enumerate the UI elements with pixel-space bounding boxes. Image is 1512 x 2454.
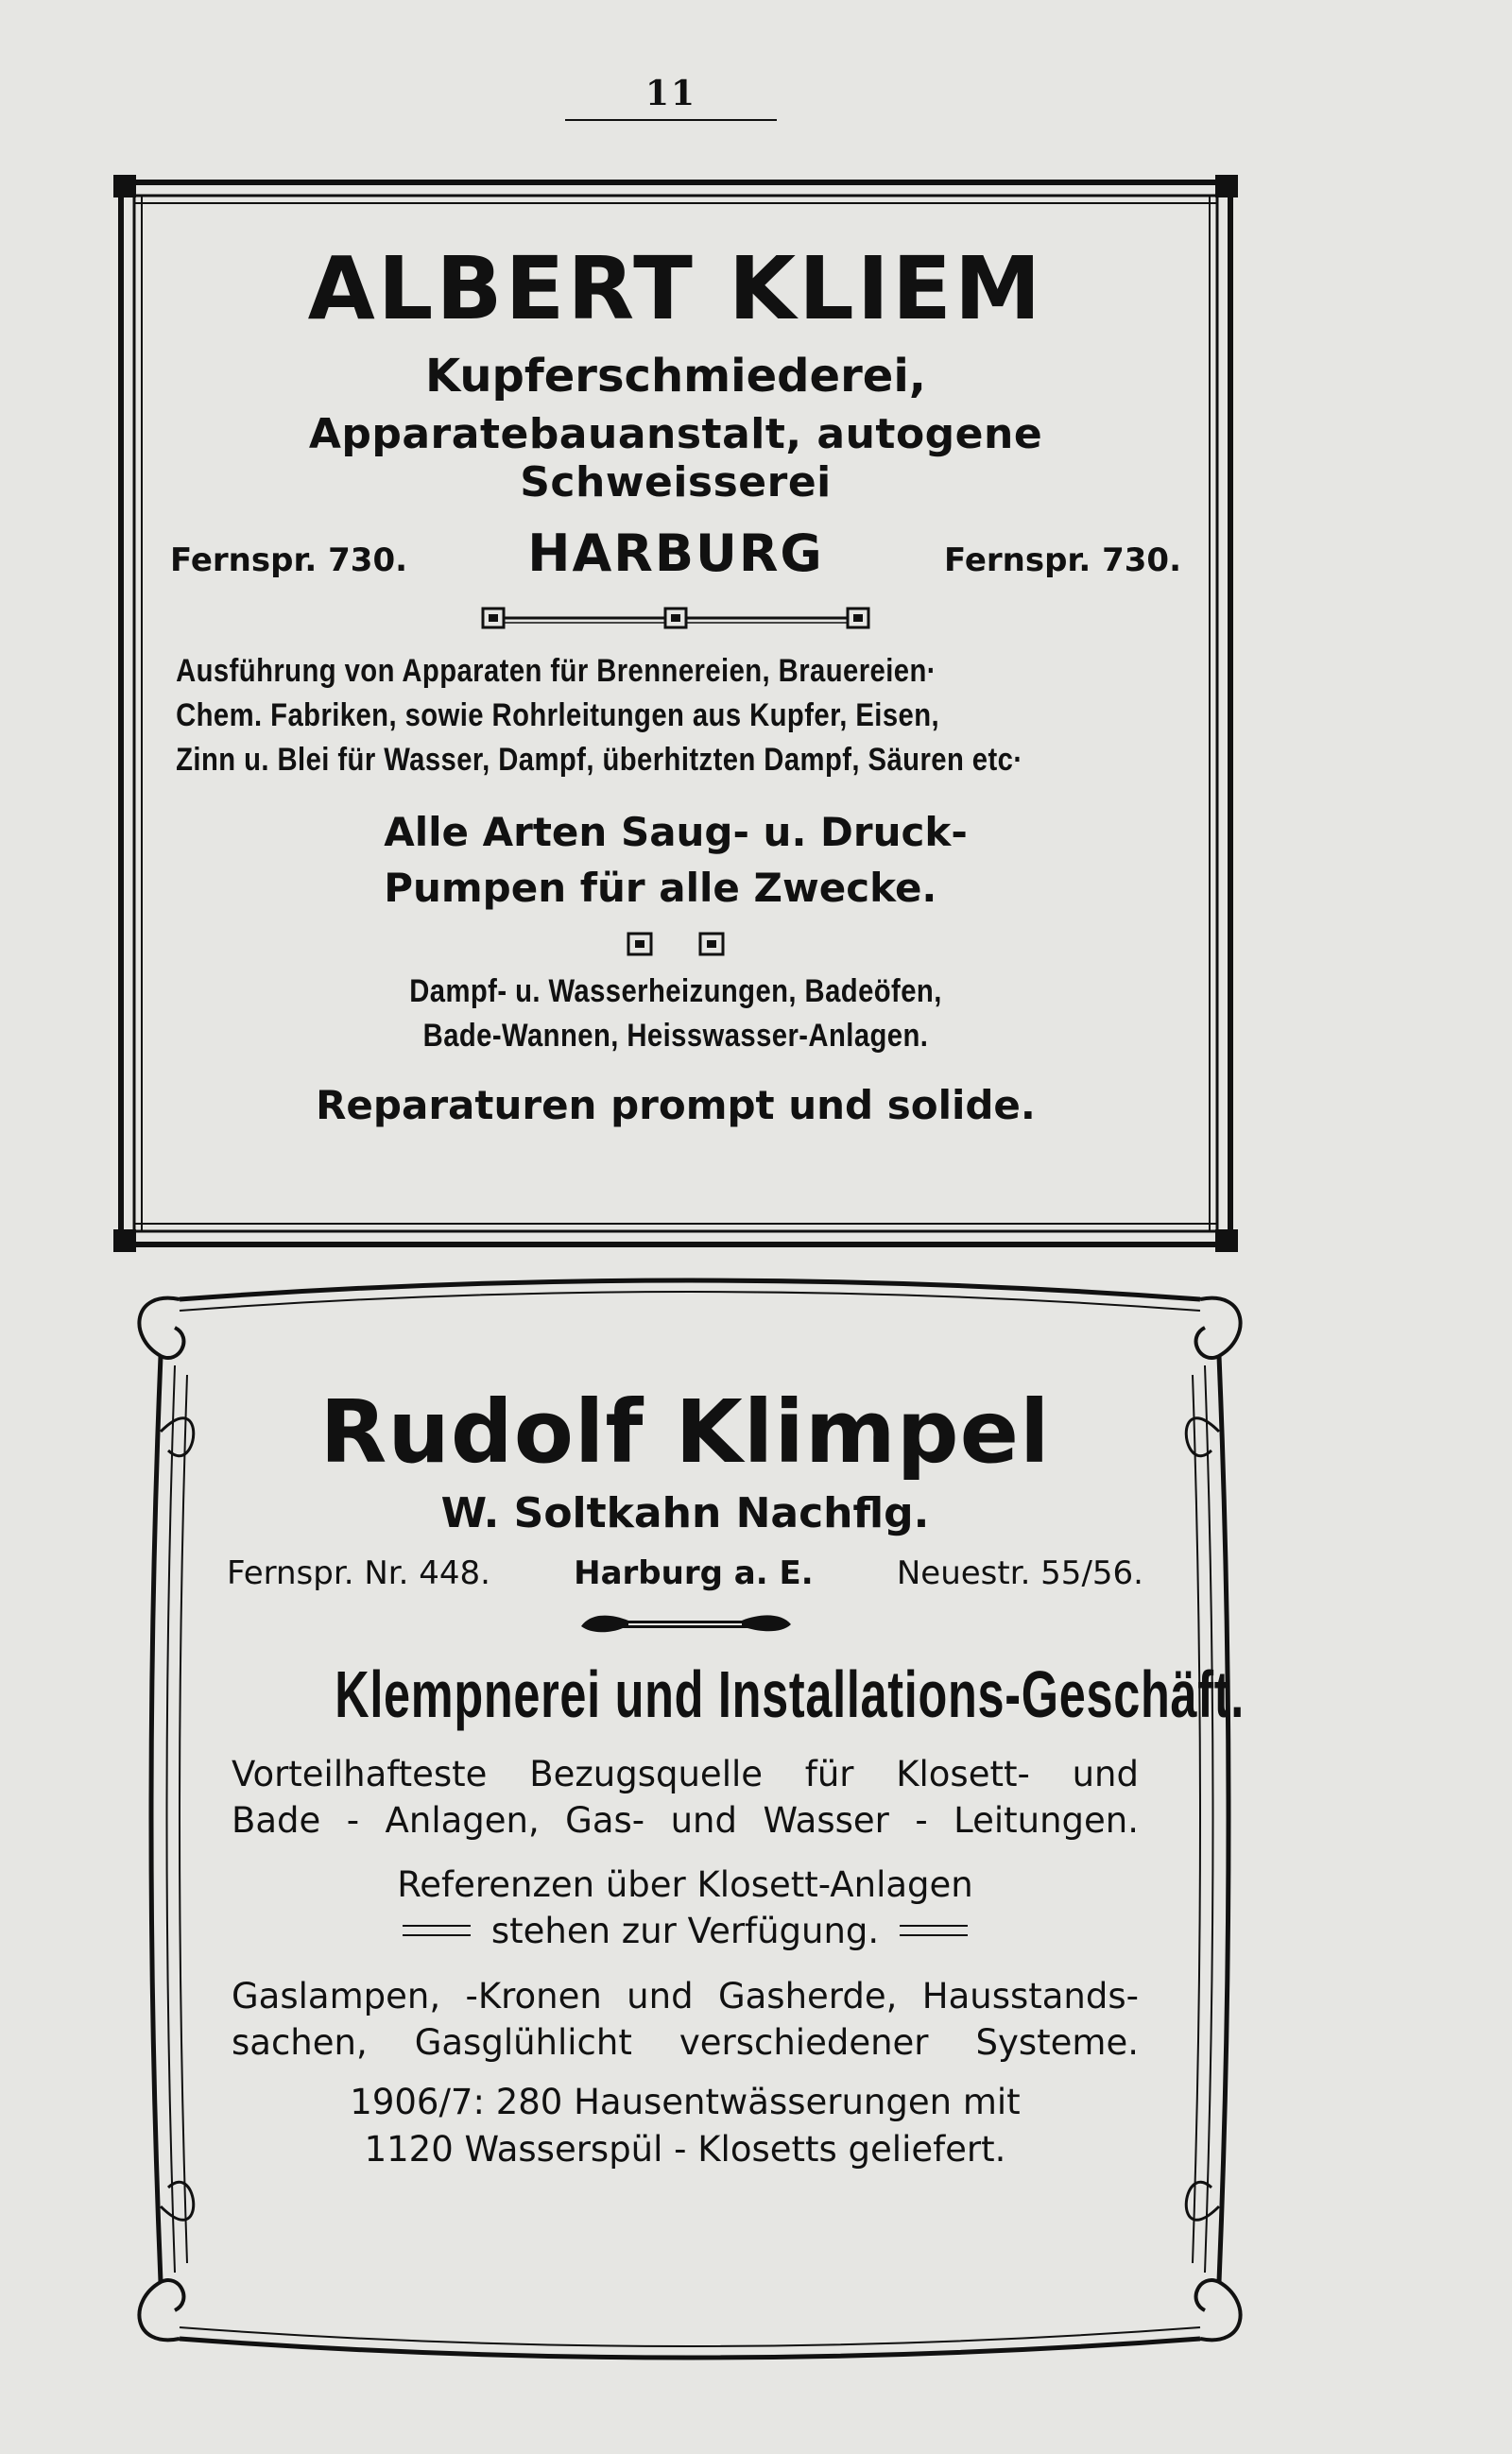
ad2-goods-line: Gaslampen, -Kronen und Gasherde, Hausstands- — [232, 1976, 1139, 2016]
advertisement-albert-kliem — [113, 175, 1238, 1252]
ad2-record-line: 1906/7: 280 Hausentwässerungen mit — [350, 2082, 1021, 2123]
double-rule-icon — [900, 1925, 968, 1936]
ad2-goods — [198, 1973, 1172, 2066]
ad1-pumps-line: Alle Arten Saug- u. Druck- — [384, 808, 968, 855]
ad1-city: HARBURG — [527, 523, 824, 584]
page-number: 11 — [565, 74, 777, 121]
ad2-successor: W. Soltkahn Nachflg. — [440, 1489, 930, 1538]
ad1-services-line: Ausführung von Apparaten für Brennereien, Brauereien· — [176, 653, 936, 690]
double-rule-icon — [403, 1925, 471, 1936]
ad1-repair: Reparaturen prompt und solide. — [316, 1081, 1036, 1128]
ad2-firm-name: Rudolf Klimpel — [319, 1381, 1051, 1483]
ad2-street: Neuestr. 55/56. — [896, 1554, 1143, 1593]
ad1-pumps-line: Pumpen für alle Zwecke. — [384, 864, 937, 911]
ad2-references-line: Referenzen über Klosett-Anlagen — [397, 1863, 973, 1905]
ad2-address-row — [198, 1554, 1172, 1592]
ad1-heating-line: Dampf- u. Wasserheizungen, Badeöfen, — [409, 972, 942, 1009]
square-ornament-icon — [619, 930, 732, 958]
ad1-services — [176, 649, 1176, 782]
ornament-divider-icon — [477, 604, 874, 632]
ad2-record — [198, 2079, 1172, 2171]
ad1-firm-name: ALBERT KLIEM — [307, 238, 1044, 339]
ad2-references-row — [198, 1908, 1172, 1954]
ad2-body — [198, 1751, 1172, 1844]
ad2-body-line: Bade - Anlagen, Gas- und Wasser - Leitungen. — [232, 1800, 1139, 1842]
ad1-services-line: Chem. Fabriken, sowie Rohrleitungen aus Kupfer, Eisen, — [176, 697, 940, 734]
ad2-record-line: 1120 Wasserspül - Klosetts geliefert. — [364, 2128, 1006, 2170]
ad1-phone-right: Fernspr. 730. — [943, 541, 1181, 580]
ad1-services-line: Zinn u. Blei für Wasser, Dampf, überhitzten Dampf, Säuren etc· — [176, 742, 1023, 778]
ad2-business: Klempnerei und Installations-Geschäft. — [335, 1657, 1245, 1732]
ad2-city: Harburg a. E. — [574, 1554, 814, 1593]
ad1-heating-line: Bade-Wannen, Heisswasser-Anlagen. — [422, 1018, 929, 1055]
ad2-references — [198, 1862, 1172, 1954]
ad2-references-line: stehen zur Verfügung. — [490, 1910, 880, 1951]
ad1-heating — [241, 970, 1110, 1059]
ad1-workshop: Apparatebauanstalt, autogene Schweisserei — [308, 410, 1043, 507]
ad1-phone-left: Fernspr. 730. — [170, 541, 408, 580]
ad1-city-row — [170, 523, 1181, 583]
ad1-pumps — [384, 805, 968, 917]
advertisement-rudolf-klimpel — [123, 1261, 1257, 2377]
swash-ornament-icon — [572, 1607, 799, 1639]
ad2-phone: Fernspr. Nr. 448. — [227, 1554, 490, 1593]
ad1-trade: Kupferschmiederei, — [424, 350, 927, 403]
ad2-body-line: Vorteilhafteste Bezugsquelle für Klosett- und — [232, 1754, 1139, 1795]
ad2-goods-line: sachen, Gasglühlicht verschiedener Systeme. — [232, 2022, 1139, 2064]
